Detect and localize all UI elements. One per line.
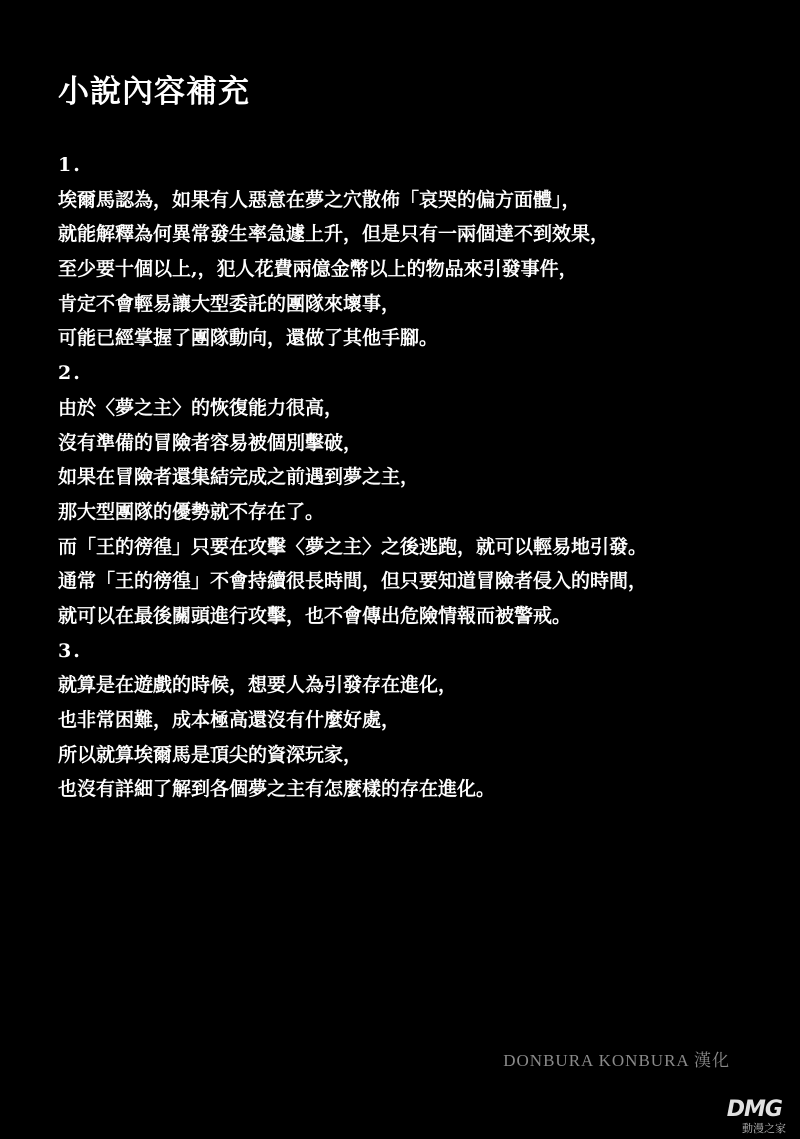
watermark-logo-text: DMG	[726, 1097, 782, 1122]
body-text	[58, 148, 748, 807]
section-3-line-3: 所以就算埃爾馬是頂尖的資深玩家，	[58, 743, 363, 766]
section-2-line-7: 就可以在最後關頭進行攻擊，也不會傳出危險情報而被警戒。	[58, 604, 572, 627]
page-title: 小說內容補充	[58, 74, 250, 110]
section-2-line-1: 由於〈夢之主〉的恢復能力很高，	[58, 396, 344, 419]
section-1-number: 1.	[58, 154, 82, 176]
section-2-number: 2.	[58, 362, 82, 385]
section-2-line-5: 而「王的徬徨」只要在攻擊〈夢之主〉之後逃跑，就可以輕易地引發。	[58, 535, 648, 558]
section-2-line-4: 那大型團隊的優勢就不存在了。	[58, 500, 325, 523]
section-1-line-3: 至少要十個以上,，犯人花費兩億金幣以上的物品來引發事件，	[58, 258, 578, 281]
section-2-line-6: 通常「王的徬徨」不會持續很長時間，但只要知道冒險者侵入的時間，	[58, 570, 648, 593]
section-1-line-4: 肯定不會輕易讓大型委託的團隊來壞事，	[58, 292, 401, 315]
section-2-line-2: 沒有準備的冒險者容易被個別擊破，	[58, 431, 363, 454]
section-3-number: 3.	[58, 639, 82, 662]
section-1-line-2: 就能解釋為何異常發生率急遽上升，但是只有一兩個達不到效果，	[58, 223, 610, 246]
section-1-line-1: 埃爾馬認為，如果有人惡意在夢之穴散佈「哀哭的偏方面體」，	[58, 188, 581, 211]
watermark-logo	[698, 1099, 788, 1135]
section-3-line-2: 也非常困難，成本極高還沒有什麼好處，	[58, 709, 401, 731]
translator-credit: DONBURA KONBURA 漢化	[503, 1051, 730, 1070]
section-3-line-4: 也沒有詳細了解到各個夢之主有怎麼樣的存在進化。	[58, 778, 496, 801]
section-3-line-1: 就算是在遊戲的時候，想要人為引發存在進化，	[58, 674, 458, 697]
section-1-line-5: 可能已經掌握了團隊動向，還做了其他手腳。	[58, 327, 439, 350]
section-2-line-3: 如果在冒險者還集結完成之前遇到夢之主，	[58, 466, 420, 489]
watermark-sub-text: 動漫之家	[742, 1122, 786, 1135]
